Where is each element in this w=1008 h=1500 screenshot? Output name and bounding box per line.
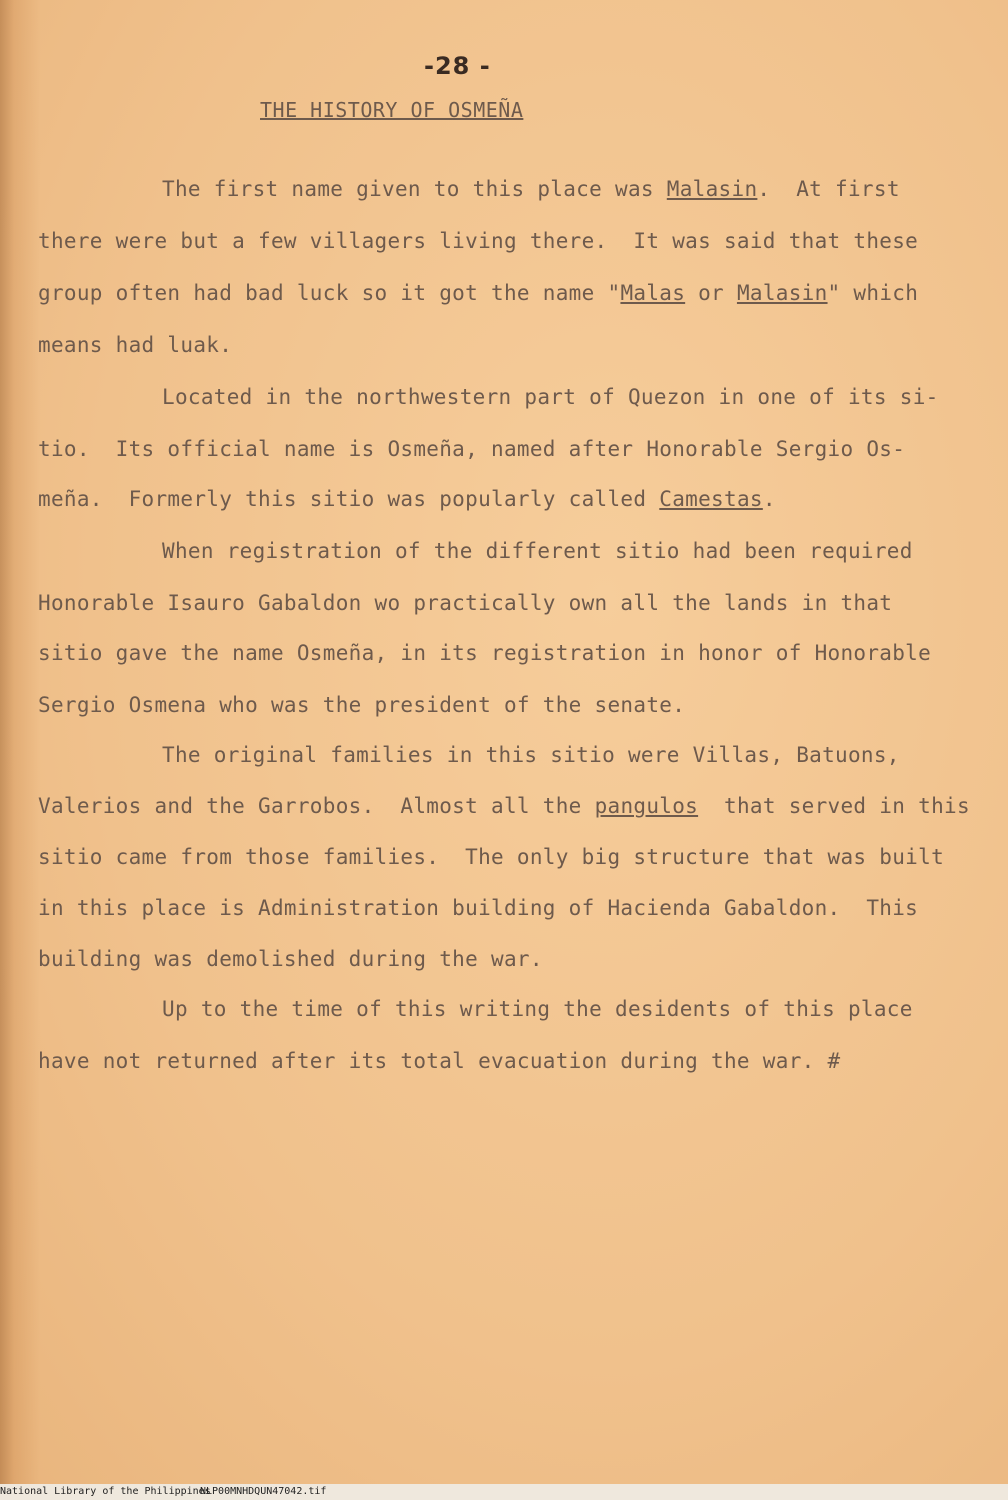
text-line: tio. Its official name is Osmeña, named after Honorable Sergio Os- — [38, 437, 906, 461]
document-title: THE HISTORY OF OSMEÑA — [260, 98, 524, 122]
text-line: sitio gave the name Osmeña, in its registration in honor of Honorable — [38, 641, 932, 665]
text-line: The first name given to this place was Malasin. At first — [162, 177, 900, 201]
text-line: sitio came from those families. The only big structure that was built — [38, 845, 945, 869]
text-line: there were but a few villagers living there. It was said that these — [38, 229, 919, 253]
text-line: in this place is Administration building of Hacienda Gabaldon. This — [38, 896, 919, 920]
text-line: have not returned after its total evacuation during the war. # — [38, 1049, 841, 1073]
text-line: Located in the northwestern part of Quezon in one of its si- — [162, 385, 939, 409]
footer-filename: NLP00MNHDQUN47042.tif — [200, 1486, 327, 1497]
text-line: group often had bad luck so it got the name "Malas or Malasin" which — [38, 281, 919, 305]
page-number: -28 - — [424, 52, 491, 80]
text-line: When registration of the different sitio had been required — [162, 539, 913, 563]
scan-footer — [0, 1484, 1008, 1500]
text-line: The original families in this sitio were Villas, Batuons, — [162, 743, 900, 767]
text-line: building was demolished during the war. — [38, 947, 543, 971]
footer-source: National Library of the Philippines — [0, 1486, 211, 1497]
text-line: Honorable Isauro Gabaldon wo practically own all the lands in that — [38, 591, 893, 615]
text-line: Valerios and the Garrobos. Almost all the pangulos that served in this — [38, 794, 970, 818]
text-line: Sergio Osmena who was the president of the senate. — [38, 693, 686, 717]
text-line: meña. Formerly this sitio was popularly called Camestas. — [38, 487, 776, 511]
text-line: Up to the time of this writing the desidents of this place — [162, 997, 913, 1021]
text-line: means had luak. — [38, 333, 233, 357]
